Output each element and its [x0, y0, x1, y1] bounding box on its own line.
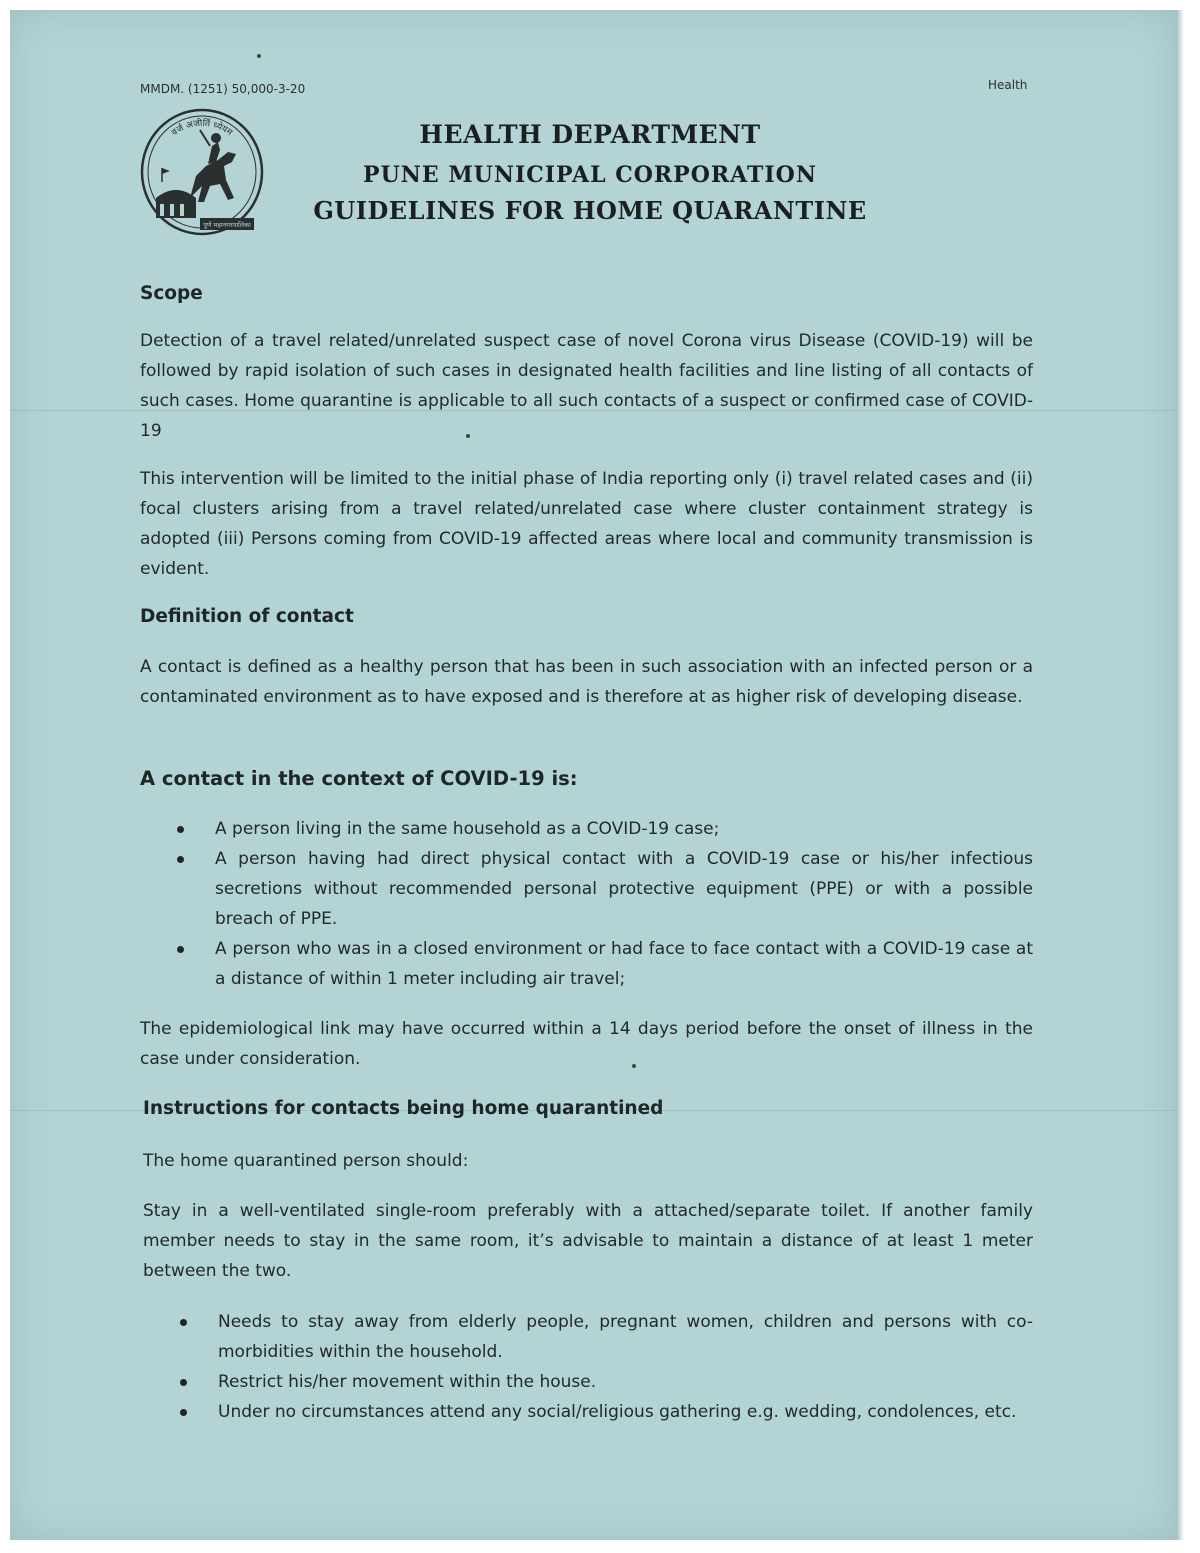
- page-top-margin: [0, 0, 1200, 10]
- document-page: [10, 10, 1176, 1540]
- section-heading-context: A contact in the context of COVID-19 is:: [140, 767, 578, 790]
- instructions-paragraph: Stay in a well-ventilated single-room preferably with a attached/separate toilet. If another family member needs to stay in the same room, it’s advisable to maintain a distance of at least 1 meter between the two.: [143, 1201, 1033, 1281]
- bullet-icon: [180, 1319, 187, 1326]
- instructions-intro: The home quarantined person should:: [143, 1151, 469, 1171]
- corner-tag: Health: [988, 78, 1028, 92]
- definition-paragraph: A contact is defined as a healthy person that has been in such association with an infected person or a contaminated environment as to have exposed and is therefore at as higher risk of developing disease.: [140, 657, 1033, 707]
- section-heading-scope: Scope: [140, 283, 203, 304]
- form-code: MMDM. (1251) 50,000-3-20: [140, 82, 306, 96]
- bullet-icon: [177, 826, 184, 833]
- list-item: Restrict his/her movement within the house.: [178, 1367, 1033, 1397]
- emblem-motto: वर्ज अजीर्ति ध्येयम: [170, 118, 234, 139]
- document-title: GUIDELINES FOR HOME QUARANTINE: [313, 196, 867, 225]
- list-item: Needs to stay away from elderly people, pregnant women, children and persons with co-morbidities within the household.: [178, 1307, 1033, 1367]
- section-heading-definition: Definition of contact: [140, 606, 354, 627]
- bullet-icon: [180, 1379, 187, 1386]
- bullet-icon: [177, 856, 184, 863]
- list-item: Under no circumstances attend any social/religious gathering e.g. wedding, condolences, etc.: [178, 1397, 1033, 1427]
- bullet-icon: [180, 1409, 187, 1416]
- bullet-icon: [177, 946, 184, 953]
- emblem-banner: पुणे महानगरपालिका: [203, 221, 251, 229]
- instructions-bullet-list: [178, 1307, 1033, 1427]
- organization-title: PUNE MUNICIPAL CORPORATION: [363, 162, 817, 188]
- list-item: A person living in the same household as a COVID-19 case;: [175, 814, 1033, 844]
- list-item: A person who was in a closed environment or had face to face contact with a COVID-19 case at a distance of within 1 meter including air travel;: [175, 934, 1033, 994]
- scope-paragraph-1: Detection of a travel related/unrelated suspect case of novel Corona virus Disease (COVID-19) will be followed by rapid isolation of such cases in designated health facilities and line listing of all contacts of such cases. Home quarantine is applicable to all such contacts of a suspect or confirmed case of COVID-19: [140, 331, 1033, 441]
- scope-paragraph-2: This intervention will be limited to the initial phase of India reporting only (i) travel related cases and (ii) focal clusters arising from a travel related/unrelated case where cluster containment strategy is adopted (iii) Persons coming from COVID-19 affected areas where local and community transmission is evident.: [140, 469, 1033, 579]
- paper-speck: [257, 54, 261, 58]
- section-heading-instructions: Instructions for contacts being home quarantined: [143, 1098, 664, 1119]
- department-title: HEALTH DEPARTMENT: [419, 120, 761, 149]
- page-edge-shadow: [1176, 10, 1184, 1540]
- list-item: A person having had direct physical contact with a COVID-19 case or his/her infectious secretions without recommended personal protective equipment (PPE) or with a possible breach of PPE.: [175, 844, 1033, 934]
- context-note: The epidemiological link may have occurred within a 14 days period before the onset of illness in the case under consideration.: [140, 1019, 1033, 1069]
- context-bullet-list: [175, 814, 1033, 994]
- pmc-emblem-icon: [138, 106, 266, 238]
